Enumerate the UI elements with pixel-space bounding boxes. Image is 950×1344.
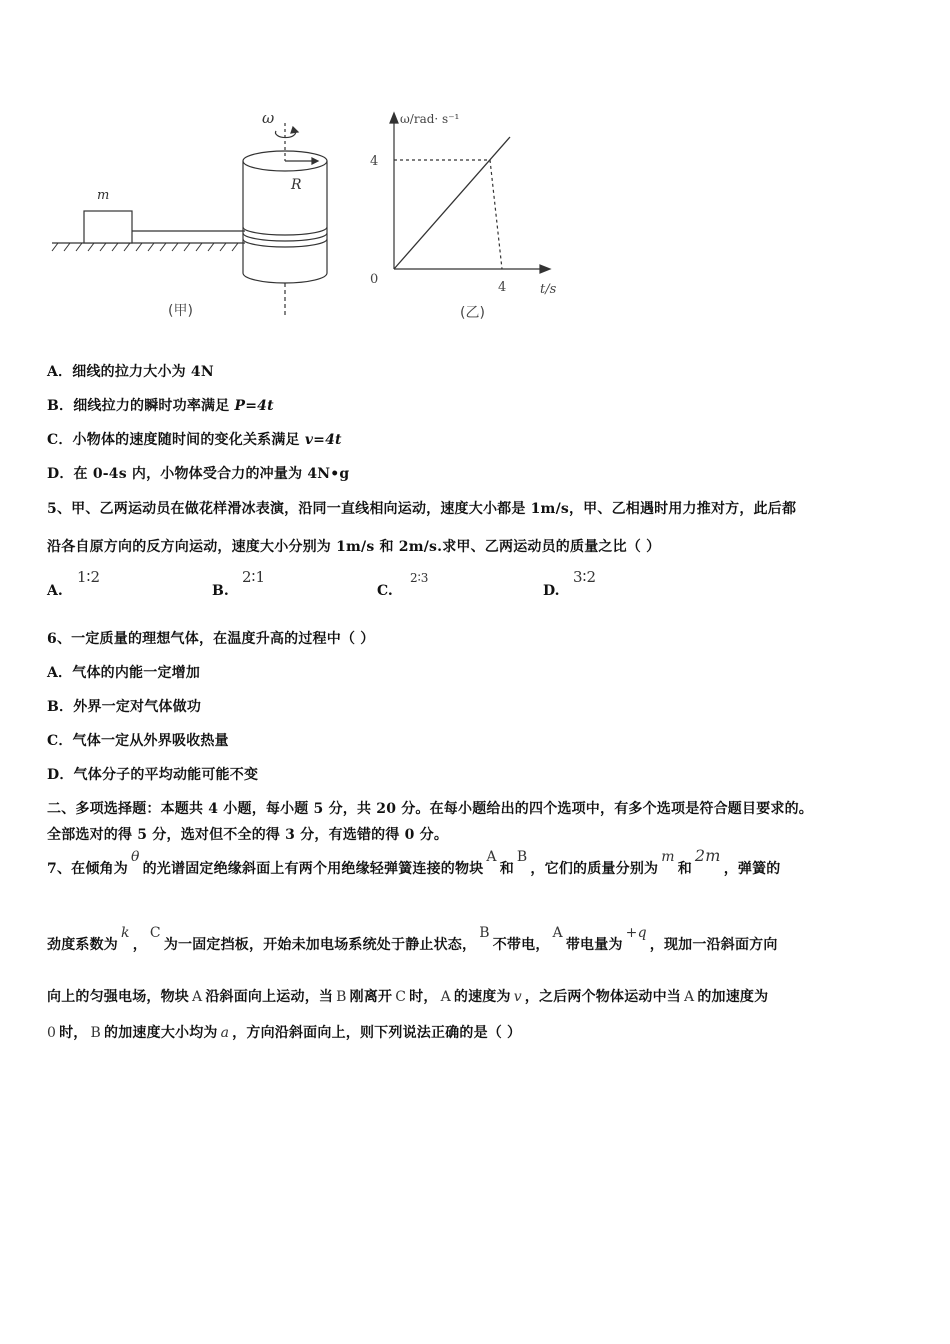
cylinder-bottom — [243, 273, 327, 283]
y-axis-label: ω/rad· s⁻¹ — [400, 112, 460, 126]
q5-option-d-label: D. — [543, 583, 560, 599]
ground-hatching — [52, 243, 238, 251]
origin-label: 0 — [370, 272, 379, 287]
q4-option-c — [47, 429, 342, 449]
q4-option-c-formula: v=4t — [304, 432, 342, 448]
block-b-symbol: B — [336, 989, 347, 1005]
figure-yi — [390, 113, 550, 273]
q7-text: 时， — [409, 989, 438, 1005]
block-a-symbol: A — [192, 989, 203, 1005]
q7-text: ，现加一沿斜面方向 — [649, 937, 778, 953]
q7-line2 — [47, 925, 778, 954]
q5-option-a-value: 1∶2 — [77, 568, 100, 586]
cylinder-band-3 — [243, 239, 327, 247]
figure-area — [40, 95, 600, 335]
q7-text: 不带电， — [492, 937, 550, 953]
figure-jia — [52, 123, 327, 317]
q7-text: 的加速度大小均为 — [104, 1025, 218, 1041]
q7-text: ，之后两个物体运动中当 — [524, 989, 681, 1005]
x-tick-label: 4 — [498, 280, 507, 295]
section2-line1: 二、多项选择题：本题共 4 小题，每小题 5 分，共 20 分。在每小题给出的四个选项中，有多个选项是符合题目要求的。 — [47, 801, 814, 817]
mass-label: m — [97, 188, 110, 203]
q5-stem-line2: 沿各自原方向的反方向运动，速度大小分别为 1m/s 和 2m/s.求甲、乙两运动员的质量之比（ ） — [47, 539, 661, 555]
cylinder-band-2 — [243, 233, 327, 241]
q7-text: 的加速度为 — [697, 989, 769, 1005]
q7-text: 带电量为 — [565, 937, 623, 953]
q5-option-c-label: C. — [377, 583, 393, 599]
q5-option-b-value: 2∶1 — [242, 568, 265, 586]
data-line — [394, 137, 510, 269]
q7-text: 向上的匀强电场，物块 — [47, 989, 189, 1005]
block-a-symbol: A — [486, 849, 497, 865]
q4-option-c-text: C．小物体的速度随时间的变化关系满足 — [47, 432, 305, 448]
charge-symbol: +q — [625, 925, 647, 941]
q7-line1 — [47, 846, 781, 878]
q5-options — [47, 568, 687, 604]
plate-c-symbol: C — [149, 925, 161, 941]
section2-line2: 全部选对的得 5 分，选对但不全的得 3 分，有选错的得 0 分。 — [47, 827, 449, 843]
q4-option-d: D．在 0-4s 内，小物体受合力的冲量为 4N•g — [47, 466, 350, 482]
y-axis-arrow — [390, 113, 398, 123]
q6-option-b: B．外界一定对气体做功 — [47, 699, 202, 715]
q6-stem: 6、一定质量的理想气体，在温度升高的过程中（ ） — [47, 631, 375, 647]
q7-text: 和 — [499, 861, 514, 877]
q4-option-b-text: B．细线拉力的瞬时功率满足 — [47, 398, 235, 414]
q7-line3 — [47, 986, 768, 1006]
cylinder-band-1 — [243, 227, 327, 235]
q7-text: ，方向沿斜面向上，则下列说法正确的是（ ） — [232, 1025, 522, 1041]
q7-text: ， — [132, 937, 147, 953]
q4-option-b-formula: P=4t — [234, 398, 274, 414]
block-a-symbol: A — [552, 925, 563, 941]
block-a-symbol: A — [684, 989, 695, 1005]
q7-text: 和 — [677, 861, 692, 877]
zero-symbol: 0 — [47, 1025, 57, 1041]
q5-option-a-label: A. — [47, 583, 63, 599]
q5-stem-line1: 5、甲、乙两运动员在做花样滑冰表演，沿同一直线相向运动，速度大小都是 1m/s，甲、乙相遇时用力推对方，此后都 — [47, 501, 797, 517]
caption-jia: (甲) — [168, 303, 193, 319]
guide-vertical — [490, 160, 502, 269]
q7-text: 刚离开 — [349, 989, 393, 1005]
mass-2m-symbol: 2m — [694, 846, 721, 865]
acceleration-symbol: a — [220, 1025, 230, 1041]
mass-m-symbol: m — [661, 849, 675, 865]
omega-label: ω — [262, 109, 275, 127]
plate-c-symbol: C — [395, 989, 407, 1005]
q7-text: 沿斜面向上运动，当 — [205, 989, 334, 1005]
radius-label: R — [291, 177, 302, 193]
x-axis-label: t/s — [540, 282, 557, 297]
q7-text: 劲度系数为 — [47, 937, 118, 953]
q4-option-b — [47, 395, 274, 415]
k-symbol: k — [121, 925, 130, 941]
q7-text: 为一固定挡板，开始未加电场系统处于静止状态， — [163, 937, 477, 953]
q6-option-c: C．气体一定从外界吸收热量 — [47, 733, 229, 749]
q5-option-b-label: B. — [212, 583, 229, 599]
block-b-symbol: B — [516, 849, 528, 865]
x-axis-arrow — [540, 265, 550, 273]
rotation-arrow-head — [291, 127, 298, 133]
q5-option-c-value: 2∶3 — [410, 571, 429, 585]
figure-svg — [40, 95, 600, 335]
q7-text: 的光谱固定绝缘斜面上有两个用绝缘轻弹簧连接的物块 — [142, 861, 484, 877]
y-tick-label: 4 — [370, 154, 379, 169]
q4-option-a: A．细线的拉力大小为 4N — [47, 364, 214, 380]
mass-block — [84, 211, 132, 243]
q7-text: 的速度为 — [453, 989, 511, 1005]
q6-option-a: A．气体的内能一定增加 — [47, 665, 201, 681]
theta-symbol: θ — [130, 849, 140, 865]
block-b-symbol: B — [90, 1025, 102, 1041]
q7-text: 时， — [59, 1025, 88, 1041]
q7-text: 7、在倾角为 — [47, 861, 128, 877]
q7-line4 — [47, 1022, 521, 1042]
q6-option-d: D．气体分子的平均动能可能不变 — [47, 767, 259, 783]
q7-text: ，弹簧的 — [723, 861, 781, 877]
q7-text: ，它们的质量分别为 — [530, 861, 659, 877]
q5-option-d-value: 3∶2 — [573, 568, 596, 586]
block-a-symbol: A — [440, 989, 451, 1005]
caption-yi: (乙) — [460, 305, 485, 321]
velocity-symbol: v — [513, 989, 522, 1005]
block-b-symbol: B — [479, 925, 490, 941]
